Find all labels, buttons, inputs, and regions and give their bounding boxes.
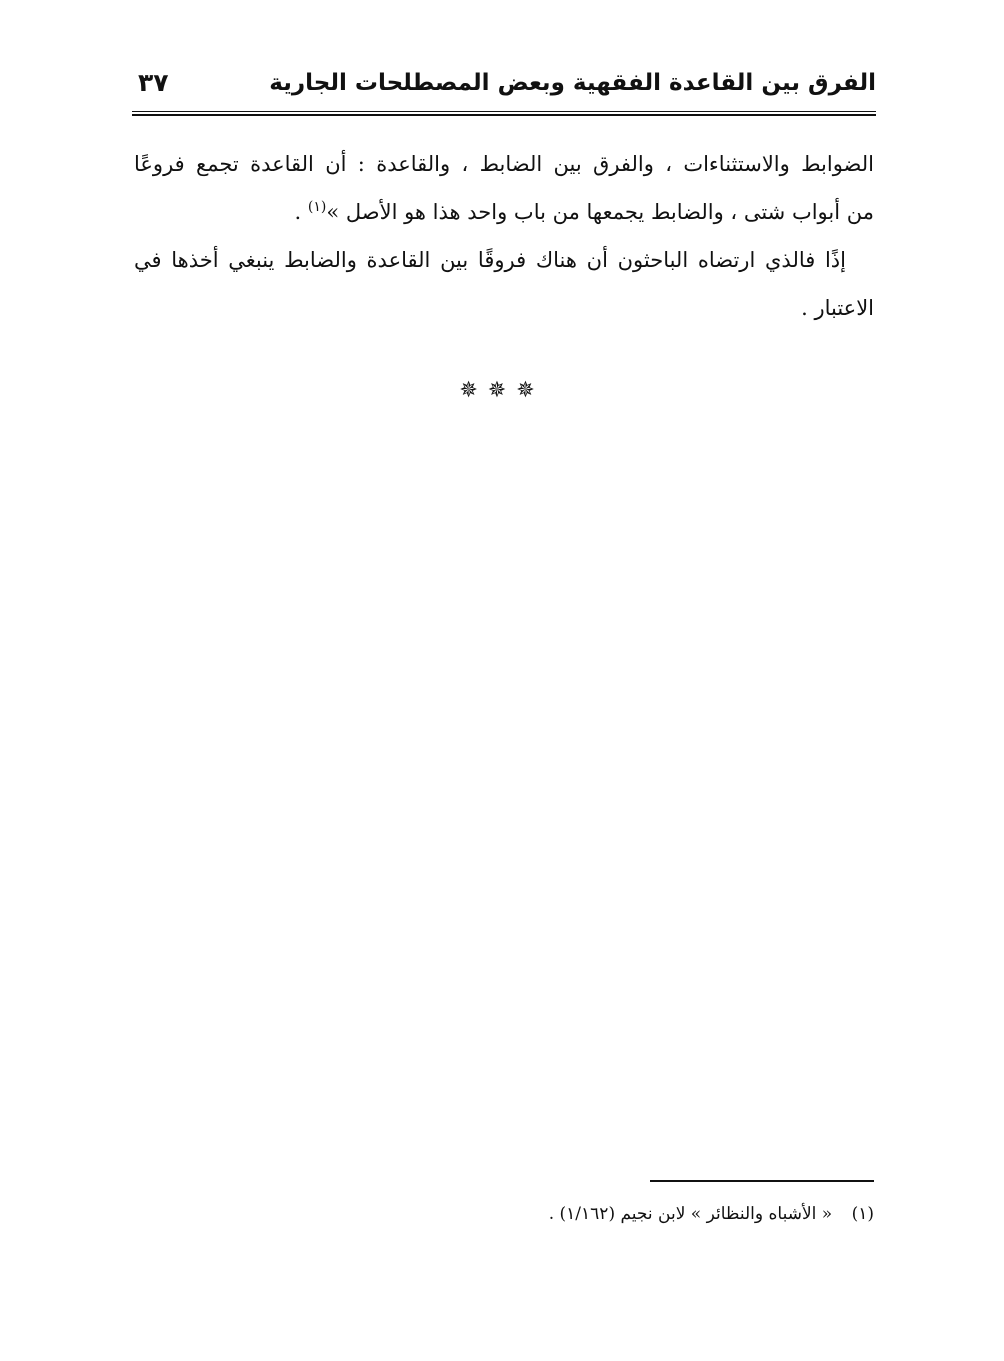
paragraph-line-2-end: .: [294, 200, 308, 224]
page-number: ٣٧: [138, 68, 169, 97]
footnote-number: (١): [851, 1204, 874, 1224]
footnote-text: « الأشباه والنظائر » لابن نجيم (١/١٦٢) .: [548, 1204, 833, 1224]
paragraph-line-2-text: من أبواب شتى ، والضابط يجمعها من باب واحد هذا هو الأصل »: [326, 200, 874, 224]
footnote: [549, 1204, 874, 1224]
header-rule: [132, 111, 876, 112]
section-separator: ✵✵✵: [459, 378, 545, 403]
paragraph-line-4: الاعتبار .: [801, 296, 874, 320]
footnote-rule: [650, 1180, 874, 1182]
page-header: [132, 66, 876, 110]
paragraph-line-2: [134, 188, 874, 236]
paragraph-line-3: إذًا فالذي ارتضاه الباحثون أن هناك فروقًا بين القاعدة والضابط ينبغي أخذها في: [134, 248, 846, 272]
body-text: [134, 140, 874, 332]
header-rule-thick: [132, 114, 876, 116]
paragraph-line-1: الضوابط والاستثناءات ، والفرق بين الضابط ، والقاعدة : أن القاعدة تجمع فروعًا: [134, 152, 874, 176]
footnote-marker: (١): [307, 199, 327, 215]
running-title: الفرق بين القاعدة الفقهية وبعض المصطلحات الجارية: [269, 70, 876, 96]
